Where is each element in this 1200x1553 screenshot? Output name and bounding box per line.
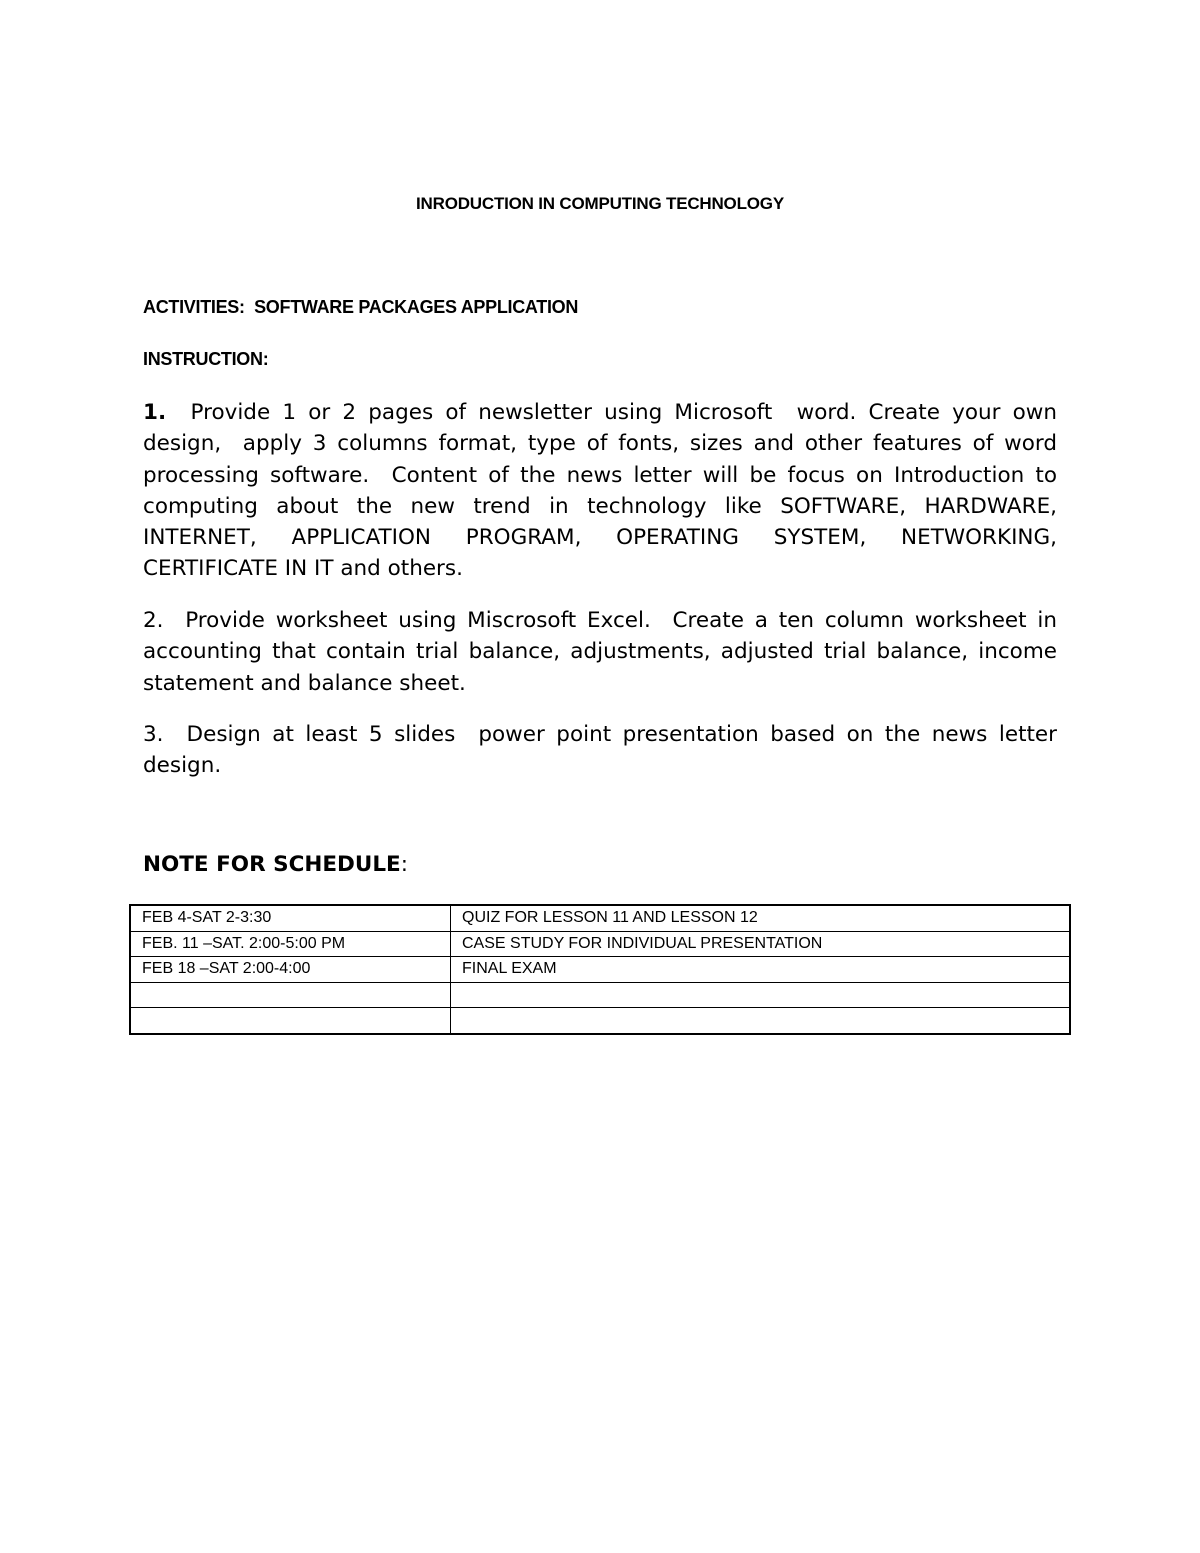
table-row [130, 905, 1070, 931]
schedule-date-cell: FEB. 11 –SAT. 2:00-5:00 PM [130, 931, 451, 957]
instruction-item-number: 1. [143, 400, 167, 425]
table-row [130, 931, 1070, 957]
schedule-activity-cell: QUIZ FOR LESSON 11 AND LESSON 12 [451, 905, 1071, 931]
instruction-item-text: Provide worksheet using Miscrosoft Excel. Create a ten column worksheet in accounting that contain trial balance, adjustments, adjusted trial balance, income statement and balance sheet. [143, 608, 1064, 696]
activities-heading: ACTIVITIES: SOFTWARE PACKAGES APPLICATION [143, 297, 579, 317]
instruction-heading: INSTRUCTION: [143, 349, 269, 369]
schedule-activity-cell: CASE STUDY FOR INDIVIDUAL PRESENTATION [451, 931, 1071, 957]
schedule-date-cell: FEB 18 –SAT 2:00-4:00 [130, 957, 451, 983]
schedule-note-heading [143, 852, 408, 877]
schedule-date-cell [130, 1008, 451, 1034]
instruction-item-number: 2. [143, 608, 164, 633]
schedule-note-colon: : [400, 852, 408, 877]
instruction-item-number: 3. [143, 722, 164, 747]
instruction-item-text: Design at least 5 slides power point presentation based on the news letter design. [143, 722, 1064, 779]
schedule-table [129, 904, 1071, 1035]
instruction-item-1 [143, 397, 1064, 585]
schedule-activity-cell [451, 982, 1071, 1008]
table-row [130, 1008, 1070, 1034]
table-row [130, 982, 1070, 1008]
table-row [130, 957, 1070, 983]
instruction-item-2 [143, 605, 1064, 699]
schedule-date-cell: FEB 4-SAT 2-3:30 [130, 905, 451, 931]
instruction-item-3 [143, 719, 1064, 782]
document-title: INRODUCTION IN COMPUTING TECHNOLOGY [416, 194, 784, 213]
schedule-date-cell [130, 982, 451, 1008]
schedule-activity-cell: FINAL EXAM [451, 957, 1071, 983]
schedule-activity-cell [451, 1008, 1071, 1034]
instruction-item-text: Provide 1 or 2 pages of newsletter using Microsoft word. Create your own design, apply 3 columns format, type of fonts, sizes and other features of word processing software. Content of the news letter will be focus on Introduction to computing about the new trend in technology like SOFTWARE, HARDWARE, INTERNET, APPLICATION PROGRAM, OPERATING SYSTEM, NETWORKING, CERTIFICATE IN IT and others. [143, 400, 1064, 582]
schedule-note-label: NOTE FOR SCHEDULE [143, 852, 401, 877]
